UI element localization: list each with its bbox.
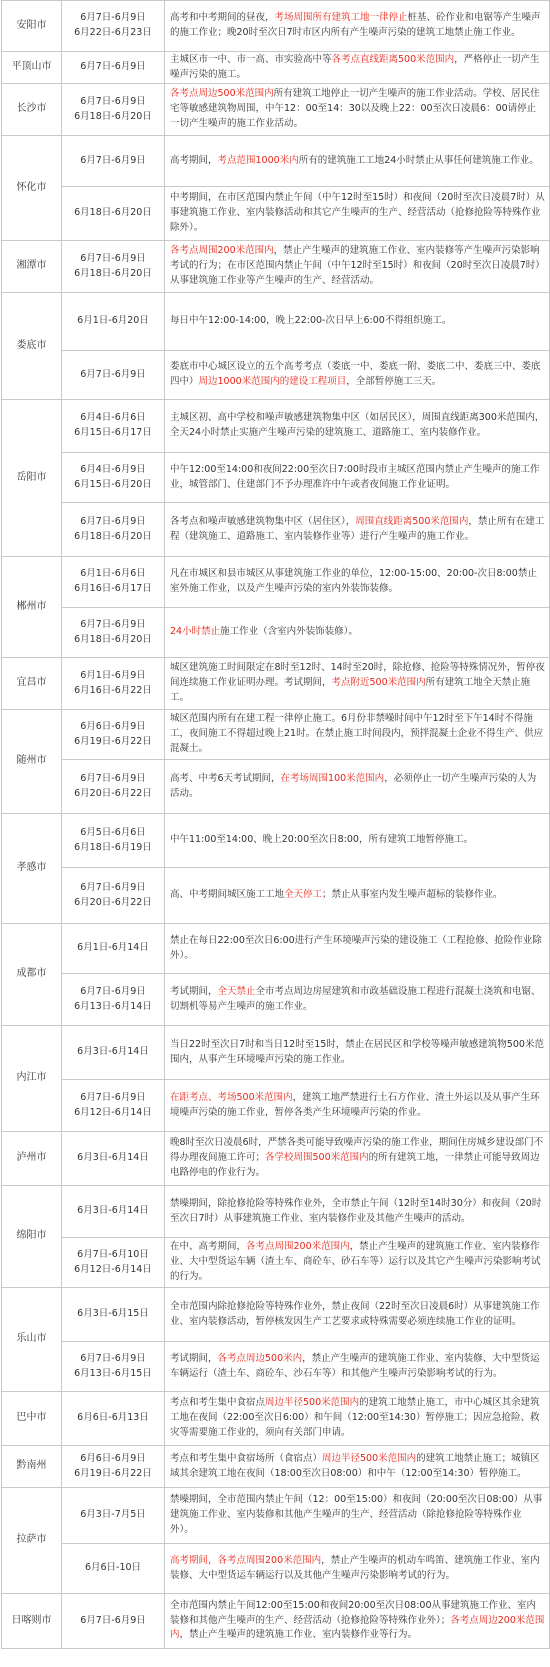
table-row [2,136,550,187]
rule-text-cell [165,557,550,608]
table-row [2,84,550,136]
table-row [2,760,550,814]
date-range: 6月12日-6月14日 [74,1106,152,1118]
city-cell: 日喀则市 [2,1594,62,1649]
city-cell: 怀化市 [2,136,62,241]
rule-text: 禁噪期间，全市范围内禁止午间（12：00至15:00）和夜间（20:00至次日08:00）从事建筑施工作业、室内装修和其他产生噪声的生产、经营活动（除抢修抢险等特殊作业外）。 [170,1494,543,1535]
highlighted-zone-text: 高考期间，各考点周围200米范围内 [170,1554,322,1566]
rule-text: 的建筑工地禁止施工；城镇区域其余建筑工地在夜间（18:00至次日08:00）和中午（12:00至14:30）暂停施工。 [170,1452,540,1479]
highlighted-zone-text: 各考点周边200米范围内 [170,1614,545,1641]
date-range: 6月3日-6月14日 [77,1205,149,1217]
rule-text: ，必须停止一切产生噪声污染的人为活动。 [170,772,537,799]
date-cell [62,1238,165,1288]
rule-text: 所有建筑工地停止一切产生噪声的施工作业活动。学校、居民住宅等敏感建筑物周围，中午12：00至14：30以及晚上22：00至次日凌晨6：00请停止一切产生噪声的施工作业活动。 [170,88,540,129]
date-range: 6月1日-6月9日 [80,669,146,681]
date-cell [62,868,165,924]
date-cell [62,924,165,974]
date-cell [62,400,165,453]
rule-text: 当日22时至次日7时和当日12时至15时，禁止在居民区和学校等噪声敏感建筑物500米范围内，从事产生环境噪声污染的施工作业。 [170,1038,544,1065]
date-cell [62,52,165,84]
highlighted-zone-text: 全天停工 [284,889,323,901]
rule-text: 娄底市中心城区设立的五个高考考点（娄底一中、娄底一附、娄底二中、娄底三中、娄底四中） [170,361,541,387]
date-range: 6月6日-6月9日 [80,1452,146,1464]
highlighted-zone-text: 周围直线距离500米范围内 [355,515,469,527]
rule-text-cell [165,974,550,1026]
table-row [2,1544,550,1594]
rule-text-cell [165,868,550,924]
rule-text: 考试期间， [170,985,218,997]
date-range: 6月16日-6月17日 [74,583,152,594]
date-range: 6月18日-6月19日 [74,841,152,853]
table-row [2,293,550,351]
rule-text: 全市范围内除抢修抢险等特殊作业外，禁止夜间（22时至次日凌晨6时）从事建筑施工作业、室内装修活动，暂停核发因生产工艺要求或特殊需要必须连续施工作业的证明。 [170,1300,540,1327]
date-cell [62,1,165,52]
date-range: 6月7日-6月9日 [80,1614,146,1626]
rule-text: 全市考点周边房屋建筑和市政基础设施工程进行混凝土浇筑和电锯、切割机等易产生噪声的施工作业。 [170,985,541,1012]
date-range: 6月13日-6月15日 [74,1367,152,1379]
rule-text-cell [165,658,550,710]
city-cell: 内江市 [2,1026,62,1132]
highlighted-zone-text: 周边半径500米范围内 [322,1452,417,1464]
date-range: 6月3日-6月14日 [77,1046,149,1058]
table-row [2,1594,550,1649]
date-range: 6月15日-6月20日 [74,478,152,490]
date-cell [62,241,165,293]
table-row [2,1,550,52]
rule-text: ，全部暂停施工三天。 [346,376,442,387]
date-cell [62,1026,165,1080]
rule-text: 桩基、砼作业和电锯等产生噪声的施工作业；晚20时至次日7时市区内所有产生噪声污染的建筑工地禁止施工作业。 [170,12,541,38]
rule-text: 中考期间，在市区范围内禁止午间（中午12时至15时）和夜间（20时至次日凌晨7时）从事建筑施工作业、室内装修活动和其它产生噪声的生产、经营活动（抢修抢险等特殊作业除外）。 [170,192,545,233]
rule-text: ；禁止从事室内发生噪声超标的装修作业。 [322,889,503,901]
date-cell [62,1080,165,1132]
highlighted-zone-text: 考场周围所有建筑工地一律停止 [274,12,408,24]
date-range: 6月7日-6月9日 [80,252,146,264]
date-cell [62,814,165,868]
highlighted-zone-text: 在考场周围100米范围内 [280,772,385,784]
city-cell: 随州市 [2,710,62,814]
date-range: 6月18日-6月20日 [74,110,152,122]
date-cell [62,1488,165,1544]
rule-text: 禁噪期间，除抢修抢险等特殊作业外，全市禁止午间（12时至14时30分）和夜间（20时至次日7时）从事建筑施工作业、室内装修作业及其他产生噪声的活动。 [170,1197,542,1224]
rule-text: 全市范围内禁止午间12:00至15:00和夜间20:00至次日08:00从事建筑施工作业、室内装修和其他产生噪声的生产、经营活动（抢修抢险等特殊作业外）； [170,1599,537,1626]
highlighted-zone-text: 各学校周围500米范围内 [265,1152,369,1164]
date-range: 6月3日-6月14日 [77,1152,149,1164]
rule-text-cell [165,1080,550,1132]
date-range: 6月1日-6月20日 [77,315,149,327]
date-range: 6月4日-6月9日 [80,463,146,475]
rule-text: 城区范围内所有在建工程一律停止施工。6月份非禁噪时间中午12时至下午14时不得施工，夜间施工不得超过晚上21时。在禁止施工时间段内，预拌混凝土企业不得生产、供应混凝土。 [170,713,544,754]
rule-text-cell [165,710,550,760]
date-range: 6月18日-6月20日 [74,633,152,645]
table-row [2,1238,550,1288]
date-range: 6月7日-6月9日 [80,95,146,107]
table-row [2,1080,550,1132]
date-range: 6月20日-6月22日 [74,896,152,908]
city-cell: 宜昌市 [2,658,62,710]
highlighted-zone-text: 各考点周围200米范围内 [246,1241,350,1253]
city-cell: 黔南州 [2,1446,62,1488]
rule-text: 考试期间， [170,1352,218,1364]
highlighted-zone-text: 各考点周边500米内 [217,1352,303,1364]
rule-text: 主城区初、高中学校和噪声敏感建筑物集中区（如居民区），周围直线距离300米范围内，全天24小时禁止实施产生噪声污染的建筑施工、道路施工、室内装修作业。 [170,412,545,438]
date-range: 6月6日-6月9日 [80,720,146,732]
date-range: 6月5日-6月6日 [80,826,146,838]
highlighted-zone-text: 全天禁止 [217,985,256,997]
date-range: 6月22日-6月23日 [74,27,152,38]
date-range: 6月16日-6月22日 [74,684,152,696]
city-cell: 岳阳市 [2,400,62,557]
date-range: 6月19日-6月22日 [74,1467,152,1479]
table-row [2,608,550,658]
date-range: 6月20日-6月22日 [74,787,152,799]
table-row [2,351,550,400]
date-range: 6月7日-6月9日 [80,985,146,997]
date-range: 6月7日-6月9日 [80,1352,146,1364]
table-row [2,453,550,503]
rule-text: 施工作业（含室内外装饰装修）。 [220,626,358,638]
date-range: 6月12日-6月14日 [74,1263,152,1275]
date-range: 6月4日-6月6日 [80,412,146,424]
table-row [2,503,550,557]
rule-text-cell [165,1342,550,1392]
table-row [2,557,550,608]
rule-text-cell [165,503,550,557]
highlighted-zone-text: 在距考点、考场500米范围内 [170,1091,293,1103]
date-range: 6月3日-7月5日 [80,1509,146,1521]
city-cell: 安阳市 [2,1,62,52]
rule-text-cell [165,1288,550,1342]
date-range: 6月6日-6月13日 [77,1412,149,1424]
date-cell [62,658,165,710]
rule-text-cell [165,1446,550,1488]
rule-text-cell [165,187,550,241]
date-cell [62,1446,165,1488]
highlighted-zone-text: 各考点直线距离500米范围内 [331,53,455,65]
highlighted-zone-text: 考点附近500米范围内 [331,677,426,689]
rule-text-cell [165,1026,550,1080]
date-range: 6月7日-6月9日 [80,618,146,630]
date-cell [62,453,165,503]
table-row [2,52,550,84]
date-cell [62,1132,165,1186]
date-range: 6月3日-6月15日 [77,1308,149,1320]
rule-text-cell [165,52,550,84]
rule-text-cell [165,84,550,136]
rule-text: 考点和考生集中食宿点 [170,1397,266,1409]
table-row [2,1488,550,1544]
rule-text: ，禁止所有在建工程（建筑施工、道路施工、室内装修作业等）进行产生噪声的施工作业。 [170,515,545,542]
date-range: 6月19日-6月22日 [74,735,152,747]
table-body [2,1,550,1649]
date-cell [62,503,165,557]
rule-text-cell [165,400,550,453]
rule-text-cell [165,293,550,351]
table-row [2,400,550,453]
rule-text-cell [165,351,550,400]
date-cell [62,351,165,400]
rule-text-cell [165,814,550,868]
rule-text: 的所有建筑工地，一律禁止可能导致周边电路停电的作业行为。 [170,1152,540,1178]
date-range: 6月7日-6月9日 [80,61,146,73]
date-cell [62,760,165,814]
date-cell [62,187,165,241]
rule-text-cell [165,1544,550,1594]
city-cell: 成都市 [2,924,62,1026]
table-row [2,868,550,924]
date-range: 6月7日-6月9日 [80,368,146,380]
date-range: 6月1日-6月6日 [80,568,146,580]
city-cell: 巴中市 [2,1392,62,1446]
date-range: 6月18日-6月20日 [74,207,152,219]
date-cell [62,1288,165,1342]
rule-text-cell [165,760,550,814]
city-cell: 郴州市 [2,557,62,658]
rule-text: 主城区市一中、市一高、市实验高中等 [170,53,332,65]
rule-text-cell [165,1488,550,1544]
rule-text: 凡在市城区和县市城区从事建筑施工作业的单位，12:00-15:00、20:00-次日8:00禁止室外施工作业，以及产生噪声污染的室内外装饰装修。 [170,568,537,594]
rule-text: 禁止在每日22:00至次日6:00进行产生环境噪声污染的建设施工（工程抢修、抢险作业除外）。 [170,934,542,961]
date-range: 6月7日-6月9日 [80,1091,146,1103]
city-cell: 乐山市 [2,1288,62,1392]
date-range: 6月7日-6月9日 [80,154,146,166]
table-row [2,187,550,241]
highlighted-zone-text: 周边1000米范围内的建设工程项目 [198,376,347,387]
date-range: 6月1日-6月14日 [77,942,149,954]
date-range: 6月7日-6月9日 [80,881,146,893]
rule-text-cell [165,1594,550,1649]
table-row [2,1186,550,1238]
table-row [2,814,550,868]
rule-text: 中午12:00至14:00和夜间22:00至次日7:00时段市主城区范围内禁止产生噪声的施工作业，城管部门、住建部门不予办理准许中午或者夜间施工作业证明。 [170,463,540,490]
date-cell [62,974,165,1026]
date-range: 6月7日-6月9日 [80,515,146,527]
rule-text: 所有建筑工地全天禁止施工。 [170,677,531,703]
rule-text: ，禁止产生噪声的建筑施工作业、室内装修、大中型货运车辆运行（渣土车、商砼车、沙石车等）和其他产生噪声污染影响考试的行为。 [170,1352,540,1379]
rule-text-cell [165,241,550,293]
highlighted-zone-text: 24小时禁止 [170,626,221,638]
table-row [2,1446,550,1488]
table-row [2,658,550,710]
table-row [2,924,550,974]
noise-control-table [1,0,550,1649]
rule-text: 城区建筑施工时间限定在8时至12时、14时至20时，除抢修、抢险等特殊情况外，暂停夜间连续施工作业证明办理。考试期间， [170,662,545,689]
rule-text: ，禁止产生噪声的建筑施工作业、室内装修等产生噪声污染影响考试的行为；在市区范围内禁止午间（中午12时至15时）和夜间（20时至次日凌晨7时）从事建筑施工作业等产生噪声的生产、经营活动。 [170,245,545,286]
table-row [2,1132,550,1186]
highlighted-zone-text: 周边半径500米范围内 [265,1397,360,1409]
highlighted-zone-text: 各考点周边500米范围内 [170,88,274,100]
table-row [2,710,550,760]
date-range: 6月7日-6月9日 [80,12,146,24]
date-range: 6月18日-6月20日 [74,267,152,279]
rule-text: 各考点和噪声敏感建筑物集中区（居住区）， [170,515,356,527]
rule-text: ，严格停止一切产生噪声污染的施工。 [170,53,540,80]
highlighted-zone-text: 考点范围1000米内 [217,154,299,166]
rule-text-cell [165,1132,550,1186]
city-cell: 绵阳市 [2,1186,62,1288]
date-cell [62,557,165,608]
date-range: 6月18日-6月20日 [74,530,152,542]
city-cell: 泸州市 [2,1132,62,1186]
date-cell [62,608,165,658]
table-row [2,1026,550,1080]
city-cell: 娄底市 [2,293,62,400]
date-range: 6月7日-6月9日 [80,772,146,784]
rule-text-cell [165,1,550,52]
date-range: 6月13日-6月14日 [74,1000,152,1012]
city-cell: 平顶山市 [2,52,62,84]
table-row [2,1392,550,1446]
date-cell [62,136,165,187]
rule-text-cell [165,1392,550,1446]
table-row [2,1342,550,1392]
rule-text: 晚8时至次日凌晨6时，严禁各类可能导致噪声污染的施工作业，期间住房城乡建设部门不得办理夜间施工许可； [170,1137,544,1164]
date-range: 6月7日-6月10日 [77,1248,149,1260]
date-cell [62,1342,165,1392]
rule-text: ，禁止产生噪声的建筑施工作业、室内装修作业等行为。 [179,1629,418,1641]
rule-text-cell [165,1186,550,1238]
rule-text: 所有的建筑施工工地24小时禁止从事任何建筑施工作业。 [298,154,539,166]
date-range: 6月6日-10日 [84,1562,142,1574]
rule-text: ，禁止产生噪声的建筑施工作业、室内装修作业、大中型货运车辆（渣土车、商砼车、砂石车等）运行以及其它产生噪声污染影响考试的行为。 [170,1241,541,1282]
rule-text: ，禁止产生噪声的机动车鸣笛、建筑施工作业、室内装修、大中型货运车辆运行以及其他产生噪声污染影响考试的行为。 [170,1554,540,1581]
city-cell: 湘潭市 [2,241,62,293]
rule-text-cell [165,1238,550,1288]
city-cell: 长沙市 [2,84,62,136]
rule-text: 每日中午12:00-14:00，晚上22:00-次日早上6:00不得组织施工。 [170,315,452,327]
date-cell [62,84,165,136]
date-cell [62,1392,165,1446]
highlighted-zone-text: 各考点周围200米范围内 [170,245,274,257]
date-cell [62,1594,165,1649]
date-cell [62,710,165,760]
rule-text-cell [165,608,550,658]
rule-text-cell [165,453,550,503]
date-cell [62,1544,165,1594]
rule-text: 考点和考生集中食宿场所（食宿点） [170,1452,323,1464]
rule-text-cell [165,136,550,187]
table-row [2,1288,550,1342]
date-cell [62,1186,165,1238]
rule-text: 在中、高考期间， [170,1241,247,1253]
date-cell [62,293,165,351]
table-row [2,241,550,293]
rule-text: ，建筑工地严禁进行土石方作业、渣土外运以及从事产生环境噪声污染的施工作业，暂停各类产生环境噪声污染的作业。 [170,1091,540,1118]
table-row [2,974,550,1026]
city-cell: 拉萨市 [2,1488,62,1594]
rule-text: 高考、中考6天考试期间， [170,772,281,784]
rule-text-cell [165,924,550,974]
rule-text: 高、中考期间城区施工工地 [170,889,285,901]
rule-text: 中午11:00至14:00、晚上20:00至次日8:00，所有建筑工地暂停施工。 [170,834,473,846]
city-cell: 孝感市 [2,814,62,924]
rule-text: 高考期间， [170,154,218,166]
date-range: 6月15日-6月17日 [74,427,152,438]
rule-text: 高考和中考期间的昼夜， [170,12,275,24]
rule-text: 的建筑工地禁止施工，市中心城区其余建筑工地在夜间（22:00至次日6:00）和午间（12:00至14:30）暂停施工；因应急抢险、救灾等需要施工作业的，须向有关部门申请。 [170,1397,540,1438]
